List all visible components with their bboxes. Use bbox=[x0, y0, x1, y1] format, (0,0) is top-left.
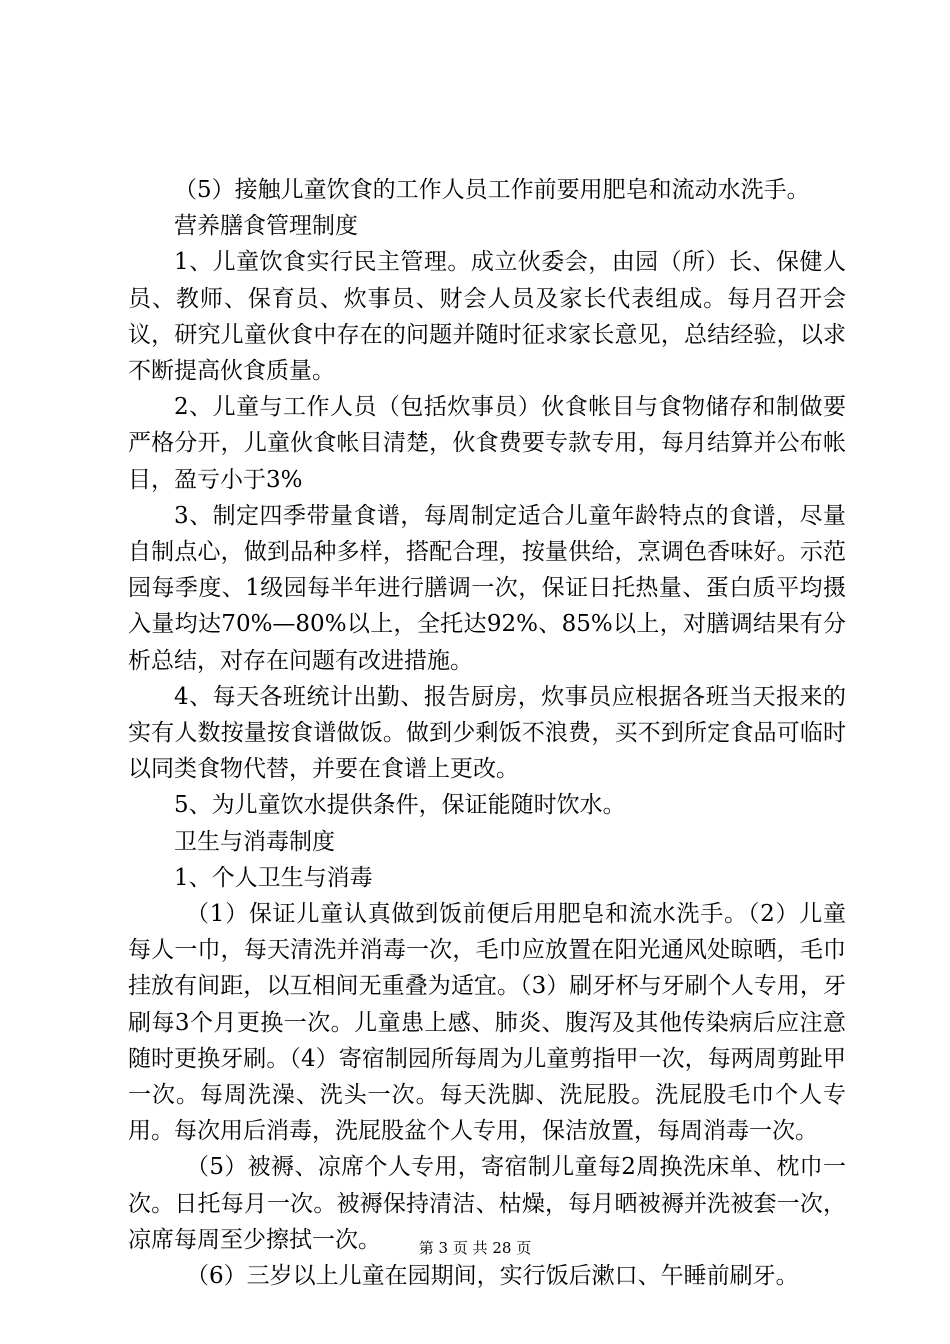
subsection-heading-personal-hygiene: 1、个人卫生与消毒 bbox=[174, 864, 373, 891]
paragraph-seasonal-menu: 3、制定四季带量食谱，每周制定适合儿童年龄特点的食谱，尽量自制点心，做到品种多样，搭配合理，按量供给，烹调色香味好。示范园每季度、1级园每半年进行膳调一次，保证日托热量、蛋白质平均摄入量均达70%—80%以上，全托达92%、85%以上，对膳调结果有分析总结，对存在问题有改进措施。 bbox=[128, 502, 846, 674]
paragraph-personal-hygiene-items: （1）保证儿童认真做到饭前便后用肥皂和流水洗手。（2）儿童每人一巾，每天清洗并消毒一次，毛巾应放置在阳光通风处晾晒，毛巾挂放有间距，以互相间无重叠为适宜。（3）刷牙杯与牙刷个人专用，牙刷每3个月更换一次。儿童患上感、肺炎、腹泻及其他传染病后应注意随时更换牙刷。（4）寄宿制园所每周为儿童剪指甲一次，每两周剪趾甲一次。每周洗澡、洗头一次。每天洗脚、洗屁股。洗屁股毛巾个人专用。每次用后消毒，洗屁股盆个人专用，保洁放置，每周消毒一次。 bbox=[128, 901, 846, 1145]
section-heading-hygiene: 卫生与消毒制度 bbox=[174, 828, 335, 855]
section-heading-nutrition: 营养膳食管理制度 bbox=[174, 213, 358, 240]
paragraph-bedding: （5）被褥、凉席个人专用，寄宿制儿童每2周换洗床单、枕巾一次。日托每月一次。被褥保持清洁、枯燥，每月晒被褥并洗被套一次，凉席每周至少擦拭一次。 bbox=[128, 1154, 846, 1253]
document-body bbox=[128, 172, 846, 1294]
paragraph-attendance-report: 4、每天各班统计出勤、报告厨房，炊事员应根据各班当天报来的实有人数按量按食谱做饭。做到少剩饭不浪费，买不到所定食品可临时以同类食物代替，并要在食谱上更改。 bbox=[128, 683, 846, 783]
page-footer: 第 3 页 共 28 页 bbox=[418, 1239, 532, 1257]
paragraph-handwash-staff: （5）接触儿童饮食的工作人员工作前要用肥皂和流动水洗手。 bbox=[174, 177, 810, 203]
paragraph-mouth-rinse: （6）三岁以上儿童在园期间，实行饭后漱口、午睡前刷牙。 bbox=[186, 1263, 799, 1290]
paragraph-democratic-management: 1、儿童饮食实行民主管理。成立伙委会，由园（所）长、保健人员、教师、保育员、炊事员、财会人员及家长代表组成。每月召开会议，研究儿童伙食中存在的问题并随时征求家长意见，总结经验，以求不断提高伙食质量。 bbox=[128, 249, 846, 385]
paragraph-accounts-separation: 2、儿童与工作人员（包括炊事员）伙食帐目与食物储存和制做要严格分开，儿童伙食帐目清楚，伙食费要专款专用，每月结算并公布帐目，盈亏小于3% bbox=[128, 394, 846, 493]
paragraph-drinking-water: 5、为儿童饮水提供条件，保证能随时饮水。 bbox=[174, 792, 626, 819]
